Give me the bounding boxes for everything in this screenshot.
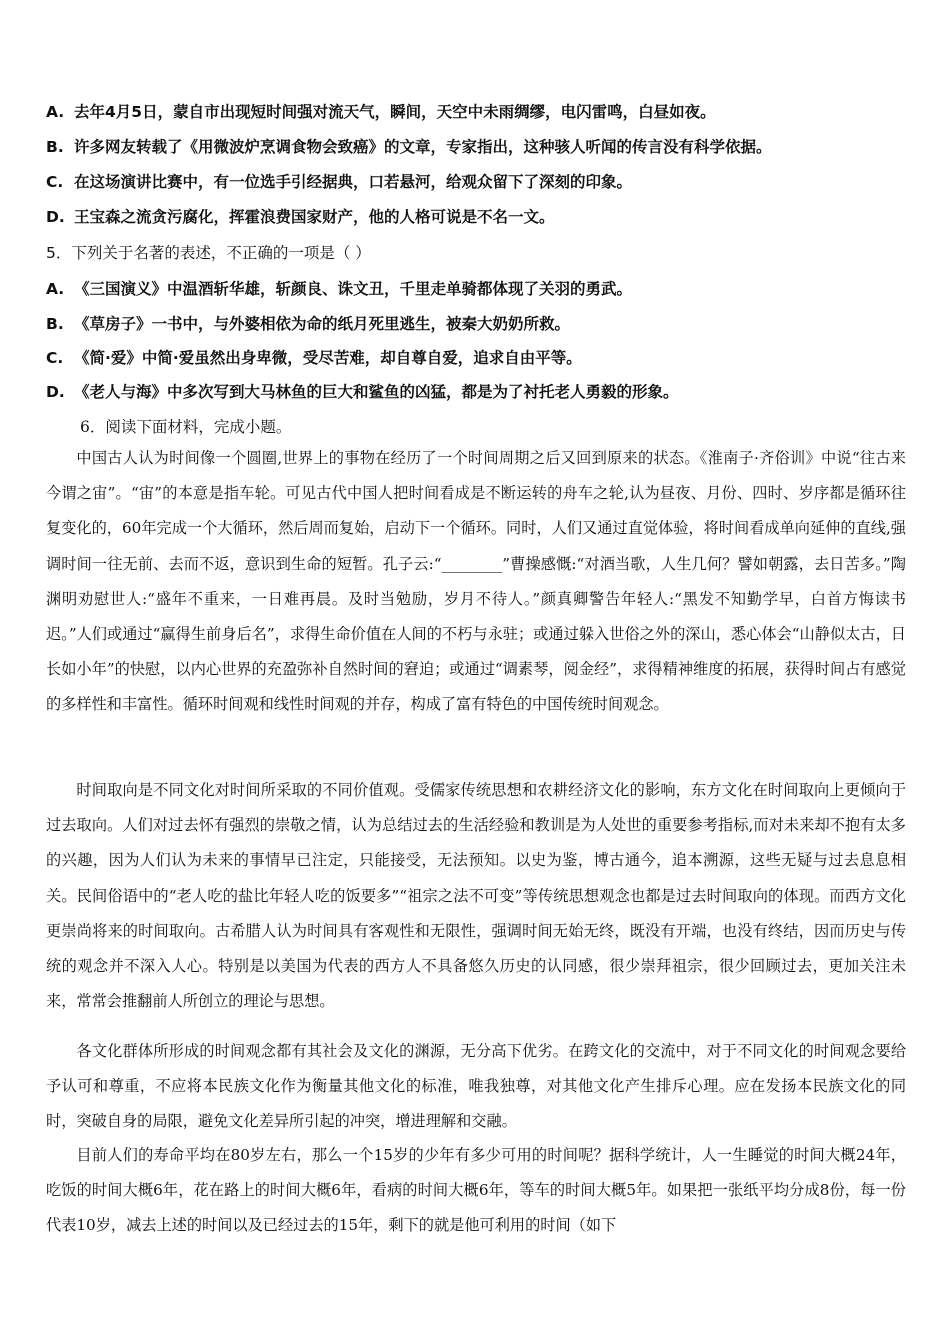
q4-option-b <box>46 136 906 158</box>
q4-option-d <box>46 206 906 228</box>
option-text: 《简·爱》中简·爱虽然出身卑微，受尽苦难，却自尊自爱，追求自由平等。 <box>74 349 582 367</box>
option-text: 去年4月5日，蒙自市出现短时间强对流天气，瞬间，天空中未雨绸缪，电闪雷鸣，白昼如夜。 <box>74 103 716 121</box>
option-text: 《老人与海》中多次写到大马林鱼的巨大和鲨鱼的凶猛，都是为了衬托老人勇毅的形象。 <box>74 383 679 401</box>
q5-option-b <box>46 313 906 335</box>
q5-stem: 5．下列关于名著的表述，不正确的一项是（ ） <box>46 244 371 262</box>
option-label: A. <box>46 103 65 121</box>
option-label: A. <box>46 280 65 298</box>
q4-option-a <box>46 101 906 123</box>
option-text: 《草房子》一书中，与外婆相依为命的纸月死里逃生，被秦大奶奶所救。 <box>74 315 571 333</box>
passage-paragraph-2: 时间取向是不同文化对时间所采取的不同价值观。受儒家传统思想和农耕经济文化的影响，东方文化在时间取向上更倾向于过去取向。人们对过去怀有强烈的崇敬之情，认为总结过去的生活经验和教训是为人处世的重要参考指标,而对未来却不抱有太多的兴趣，因为人们认为未来的事情早已注定，只能接受，无法预知。以史为鉴，博古通今，追本溯源，这些无疑与过去息息相关。民间俗语中的“老人吃的盐比年轻人吃的饭要多”“祖宗之法不可变”等传统思想观念也都是过去时间取向的体现。而西方文化更崇尚将来的时间取向。古希腊人认为时间具有客观性和无限性，强调时间无始无终，既没有开端，也没有终结，因而历史与传统的观念并不深入人心。特别是以美国为代表的西方人不具备悠久历史的认同感，很少崇拜祖宗，很少回顾过去，更加关注未来，常常会推翻前人所创立的理论与思想。 <box>46 781 906 1011</box>
passage-paragraph-1: 中国古人认为时间像一个圆圈,世界上的事物在经历了一个时间周期之后又回到原来的状态。《淮南子·齐俗训》中说“往古来今谓之宙”。“宙”的本意是指车轮。可见古代中国人把时间看成是不断运转的舟车之轮,认为昼夜、月份、四时、岁序都是循环往复变化的，60年完成一个大循环，然后周而复始，启动下一个循环。同时，人们又通过直觉体验，将时间看成单向延伸的直线,强调时间一往无前、去而不返，意识到生命的短暂。孔子云:“________”曹操感慨:“对酒当歌，人生几何？譬如朝露，去日苦多。”陶渊明劝慰世人:“盛年不重来，一日难再晨。及时当勉励，岁月不待人。”颜真卿警告年轻人:“黑发不知勤学早，白首方悔读书迟。”人们或通过“赢得生前身后名”，求得生命价值在人间的不朽与永驻；或通过躲入世俗之外的深山，悉心体会“山静似太古，日长如小年”的快慰，以内心世界的充盈弥补自然时间的窘迫；或通过“调素琴，阅金经”，求得精神维度的拓展，获得时间占有感觉的多样性和丰富性。循环时间观和线性时间观的并存，构成了富有特色的中国传统时间观念。 <box>46 449 906 714</box>
option-label: C. <box>46 173 64 191</box>
passage-paragraph-3: 各文化群体所形成的时间观念都有其社会及文化的渊源，无分高下优劣。在跨文化的交流中，对于不同文化的时间观念要给予认可和尊重，不应将本民族文化作为衡量其他文化的标准，唯我独尊，对其他文化产生排斥心理。应在发扬本民族文化的同时，突破自身的局限，避免文化差异所引起的冲突，增进理解和交融。 <box>46 1042 906 1131</box>
q4-option-c <box>46 171 906 193</box>
option-label: D. <box>46 383 65 401</box>
option-label: B. <box>46 138 64 156</box>
passage-paragraph-4: 目前人们的寿命平均在80岁左右，那么一个15岁的少年有多少可用的时间呢？据科学统计，人一生睡觉的时间大概24年，吃饭的时间大概6年，花在路上的时间大概6年，看病的时间大概6年，等车的时间大概5年。如果把一张纸平均分成8份，每一份代表10岁，减去上述的时间以及已经过去的15年，剩下的就是他可利用的时间（如下 <box>46 1146 906 1235</box>
option-text: 在这场演讲比赛中，有一位选手引经据典，口若悬河，给观众留下了深刻的印象。 <box>74 173 633 191</box>
option-text: 许多网友转载了《用微波炉烹调食物会致癌》的文章，专家指出，这种骇人听闻的传言没有科学依据。 <box>74 138 772 156</box>
q5-option-a <box>46 278 906 300</box>
option-text: 《三国演义》中温酒斩华雄，斩颜良、诛文丑，千里走单骑都体现了关羽的勇武。 <box>74 280 633 298</box>
option-label: B. <box>46 315 64 333</box>
option-label: C. <box>46 349 64 367</box>
option-text: 王宝森之流贪污腐化，挥霍浪费国家财产，他的人格可说是不名一文。 <box>74 208 555 226</box>
q6-stem: 6．阅读下面材料，完成小题。 <box>80 418 292 436</box>
option-label: D. <box>46 208 65 226</box>
q5-option-c <box>46 347 906 369</box>
q5-option-d <box>46 381 906 403</box>
